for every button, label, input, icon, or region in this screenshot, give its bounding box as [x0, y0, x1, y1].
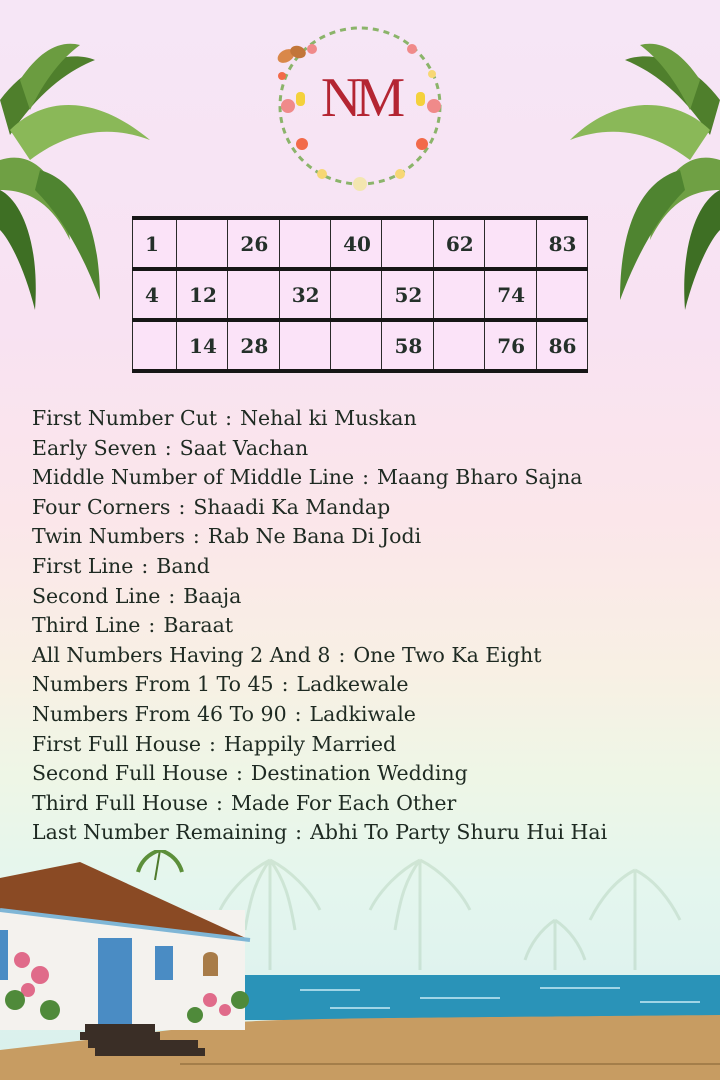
rule-separator: :	[216, 790, 223, 815]
ticket-cell	[279, 320, 330, 371]
ticket-cell: 58	[382, 320, 433, 371]
rule-value: Maang Bharo Sajna	[377, 465, 583, 490]
rule-separator: :	[178, 494, 186, 519]
rule-value: Baraat	[163, 613, 234, 638]
rule-value: Made For Each Other	[230, 790, 457, 815]
rule-separator: :	[338, 642, 346, 667]
rule-separator: :	[294, 701, 302, 726]
rule-value: Ladkiwale	[309, 701, 416, 726]
rule-item	[32, 404, 712, 434]
ticket-cell: 4	[133, 269, 177, 320]
ticket-cell: 12	[177, 269, 228, 320]
ticket-cell: 74	[485, 269, 536, 320]
rule-item	[32, 789, 712, 819]
rule-separator: :	[362, 465, 370, 490]
rule-separator: :	[168, 583, 176, 608]
rule-separator: :	[295, 820, 303, 845]
rule-label: Four Corners	[32, 494, 171, 519]
ticket-cell: 86	[536, 320, 587, 371]
monogram-initials: NM	[320, 67, 400, 129]
rule-item	[32, 818, 712, 848]
ticket-cell	[536, 269, 587, 320]
ticket-row	[133, 218, 588, 269]
rule-label: Numbers From 46 To 90	[32, 701, 287, 726]
rule-label: First Number Cut	[32, 406, 218, 430]
ticket-cell	[279, 218, 330, 269]
rule-separator: :	[235, 761, 243, 786]
rule-label: Last Number Remaining	[32, 820, 288, 845]
beach-house-scene	[0, 850, 720, 1080]
ticket-cell: 52	[382, 269, 433, 320]
rule-item	[32, 522, 712, 552]
rule-label: Third Full House	[32, 790, 209, 815]
rule-item	[32, 434, 712, 464]
tambola-ticket	[132, 216, 588, 373]
rule-item	[32, 582, 712, 612]
ticket-cell	[177, 218, 228, 269]
ticket-cell: 76	[485, 320, 536, 371]
ticket-cell: 62	[433, 218, 484, 269]
rule-value: Baaja	[183, 583, 242, 608]
rule-label: Middle Number of Middle Line	[32, 465, 355, 490]
rule-item	[32, 552, 712, 582]
rule-value: Abhi To Party Shuru Hui Hai	[310, 820, 608, 845]
rule-label: First Full House	[32, 731, 201, 756]
rule-separator: :	[225, 406, 233, 430]
ticket-cell	[331, 269, 382, 320]
ticket-cell	[433, 269, 484, 320]
butterfly-icon	[275, 44, 307, 66]
ticket-cell	[433, 320, 484, 371]
rule-label: Twin Numbers	[32, 524, 185, 549]
rule-value: Destination Wedding	[250, 761, 468, 786]
rule-value: Band	[156, 553, 210, 578]
rule-separator: :	[209, 731, 216, 756]
rule-value: One Two Ka Eight	[353, 642, 542, 667]
game-rules-list	[32, 404, 712, 848]
rule-value: Saat Vachan	[179, 435, 309, 460]
rule-value: Rab Ne Bana Di Jodi	[207, 524, 422, 549]
rule-label: Numbers From 1 To 45	[32, 672, 274, 697]
rule-item	[32, 611, 712, 641]
ticket-cell: 83	[536, 218, 587, 269]
rule-item	[32, 700, 712, 730]
rule-item	[32, 730, 712, 760]
ticket-row	[133, 320, 588, 371]
rule-item	[32, 463, 712, 493]
rule-label: Third Line	[32, 613, 141, 638]
background-palms-icon	[220, 860, 680, 970]
rule-label: All Numbers Having 2 And 8	[32, 642, 331, 667]
rule-value: Ladkewale	[296, 672, 409, 697]
ticket-row	[133, 269, 588, 320]
ticket-cell	[485, 218, 536, 269]
rule-label: Early Seven	[32, 435, 157, 460]
beach-house-icon	[0, 850, 250, 1056]
rule-item	[32, 493, 712, 523]
ticket-cell: 1	[133, 218, 177, 269]
ticket-cell	[133, 320, 177, 371]
rule-item	[32, 670, 712, 700]
ticket-cell: 28	[228, 320, 279, 371]
rule-value: Shaadi Ka Mandap	[193, 494, 391, 519]
rule-separator: :	[192, 524, 200, 549]
ticket-cell: 14	[177, 320, 228, 371]
rule-separator: :	[164, 435, 172, 460]
ticket-cell: 32	[279, 269, 330, 320]
rule-item	[32, 641, 712, 671]
rule-separator: :	[141, 553, 149, 578]
ticket-cell: 26	[228, 218, 279, 269]
rule-value: Nehal ki Muskan	[240, 406, 417, 430]
rule-item	[32, 759, 712, 789]
ticket-cell	[331, 320, 382, 371]
rule-label: Second Full House	[32, 761, 228, 786]
ticket-cell: 40	[331, 218, 382, 269]
rule-label: First Line	[32, 553, 134, 578]
rule-separator: :	[148, 613, 156, 638]
ticket-cell	[228, 269, 279, 320]
rule-label: Second Line	[32, 583, 161, 608]
ticket-cell	[382, 218, 433, 269]
rule-value: Happily Married	[223, 731, 397, 756]
rule-separator: :	[281, 672, 289, 697]
monogram-wreath	[262, 14, 458, 200]
